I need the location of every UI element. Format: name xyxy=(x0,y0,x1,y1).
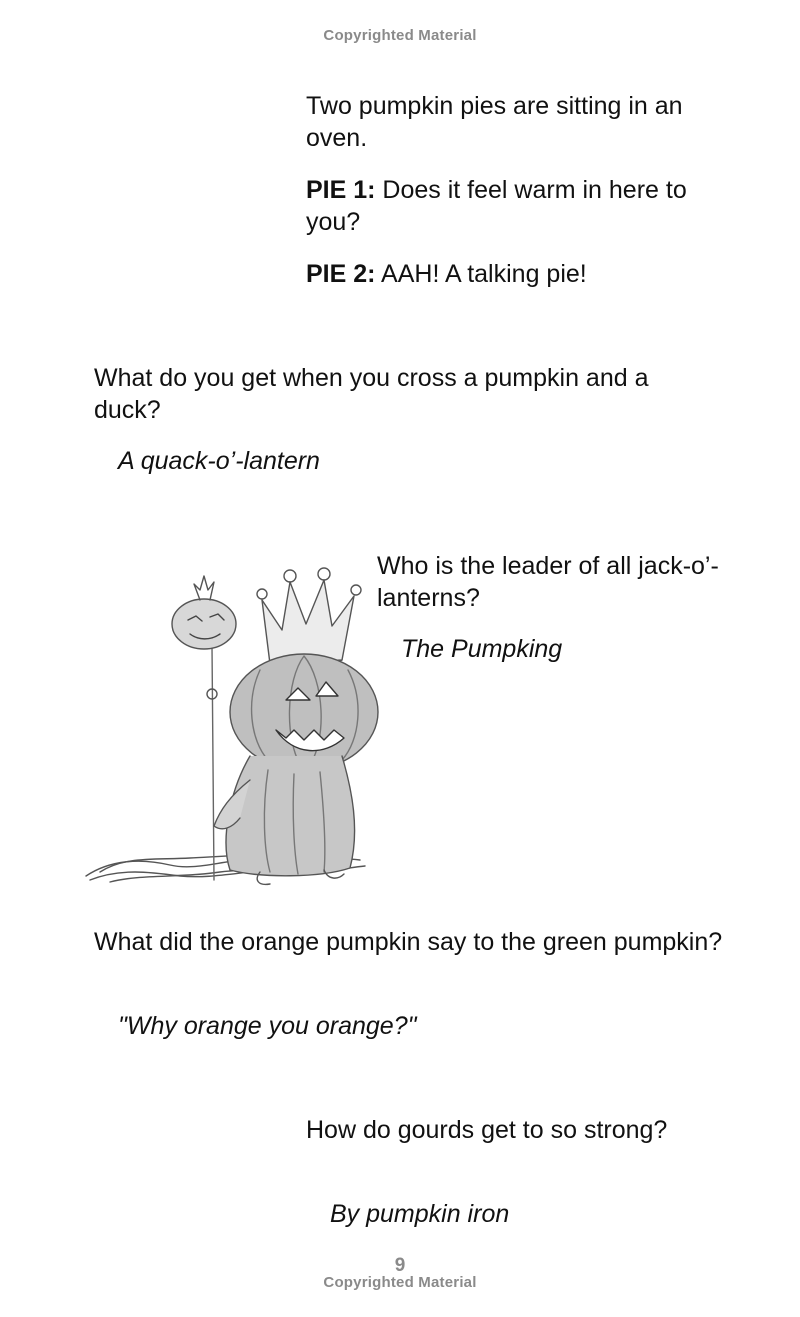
joke3-answer: The Pumpking xyxy=(401,635,563,663)
joke5-question: How do gourds get to so strong? xyxy=(306,1116,668,1144)
joke1-line2-speaker: PIE 2: xyxy=(306,260,376,288)
header-copyright: Copyrighted Material xyxy=(323,27,477,44)
joke5-answer: By pumpkin iron xyxy=(330,1200,510,1228)
joke1-setup: Two pumpkin pies are sitting in an oven. xyxy=(306,92,683,152)
pumpkin-king-illustration xyxy=(80,560,400,900)
joke4-question: What did the orange pumpkin say to the green pumpkin? xyxy=(94,928,723,956)
joke4-answer: "Why orange you orange?" xyxy=(118,1012,417,1040)
joke2-question: What do you get when you cross a pumpkin and a duck? xyxy=(94,364,649,424)
joke2-answer: A quack-o’-lantern xyxy=(118,447,320,475)
joke1-line1-speaker: PIE 1: xyxy=(306,176,376,204)
page-number: 9 xyxy=(394,1255,406,1276)
footer-copyright: Copyrighted Material xyxy=(323,1274,477,1291)
joke1-line1 xyxy=(306,174,726,238)
joke1-line1-text: Does it feel warm in here to you? xyxy=(306,176,687,236)
joke3-question: Who is the leader of all jack-o’-lanterns? xyxy=(377,552,719,612)
joke1-line2-text: AAH! A talking pie! xyxy=(375,260,587,288)
joke1-line2 xyxy=(306,258,726,290)
